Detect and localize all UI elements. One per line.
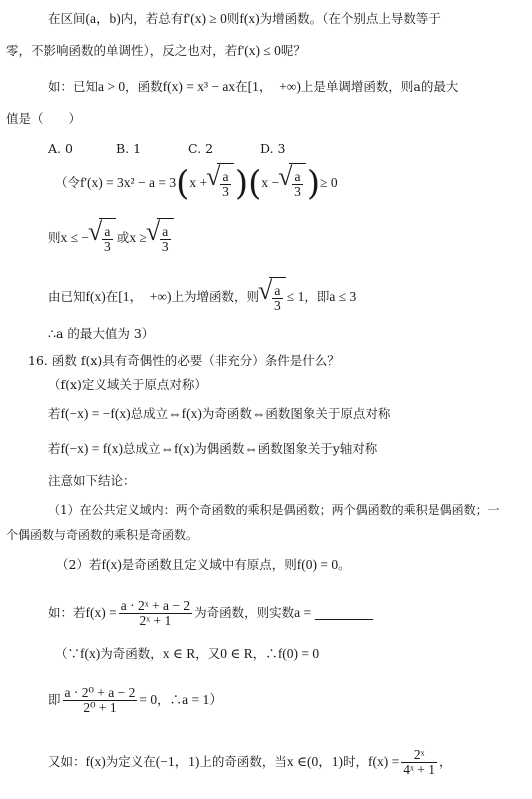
interval-ab: (a，b) <box>85 11 121 26</box>
fraction <box>119 599 192 628</box>
math-interval: [1， +∞) <box>247 79 301 94</box>
math-x-plus: x + <box>189 175 208 190</box>
option-a: A. 0 <box>48 141 73 156</box>
para-derivative-line2 <box>6 42 306 60</box>
iff-icon: ⇔ <box>251 406 266 421</box>
numerator: 2ˣ <box>401 748 437 763</box>
text: 在 <box>235 79 248 94</box>
question-16-title <box>28 352 340 370</box>
text: 又如： <box>48 754 86 769</box>
den: 3 <box>161 239 169 255</box>
math-derivative-eq: f'(x) = 3x² − a = 3 <box>80 175 177 190</box>
math-a-le3: a ≤ 3 <box>329 289 357 304</box>
paren-left: ( <box>248 163 262 204</box>
text: （令 <box>55 175 81 190</box>
text: 为增函数。（在个别点上导数等于 <box>259 11 441 26</box>
iff-icon: ⇔ <box>168 406 182 421</box>
rule-2 <box>56 556 351 574</box>
denominator: 4ˣ + 1 <box>403 762 436 777</box>
math-f0: f(0) = 0 <box>296 557 339 572</box>
text: 则 <box>48 230 61 245</box>
text: 由已知 <box>48 289 86 304</box>
math-fx: f(x) <box>85 754 106 769</box>
math-x-in: x ∈(0，1) <box>286 754 344 769</box>
math-fx: f(x) <box>173 441 195 456</box>
math-even-eq: f(−x) = f(x) <box>60 441 123 456</box>
text: 内，若总有 <box>120 11 184 26</box>
num: √ a <box>160 225 171 240</box>
text: 时， <box>343 754 369 769</box>
num: √ a <box>292 170 303 185</box>
math-a-eq: a = <box>294 605 312 620</box>
math-a-gt0: a > 0 <box>98 79 126 94</box>
text: 函数图象关于y轴对称 <box>257 441 378 456</box>
max-value-line <box>48 325 154 343</box>
sqrt-a-over-3 <box>260 277 286 318</box>
math-x-minus: x − <box>261 175 280 190</box>
math-fx: f(x) <box>80 646 101 661</box>
math-x-in-r: x ∈ R <box>162 646 196 661</box>
math-fx-eq: f(x) = <box>85 605 117 620</box>
text: ，又 <box>195 646 221 661</box>
numerator: a · 2ˣ + a − 2 <box>120 598 191 613</box>
text: 上是单调增函数，则a的最大 <box>300 79 459 94</box>
num: √ a <box>220 170 231 185</box>
option-c: C. 2 <box>188 141 214 156</box>
derivative-factor <box>55 163 338 204</box>
text: 如：若 <box>48 605 86 620</box>
math-fx: f(x) <box>101 557 122 572</box>
para-derivative-line1 <box>48 10 441 28</box>
denominator: 2ˣ + 1 <box>139 613 172 628</box>
sqrt-a-over-3 <box>208 163 234 204</box>
text: （f(x)定义域关于原点对称） <box>48 377 207 392</box>
example3-line <box>48 742 452 782</box>
math-fx-eq: f(x) = <box>368 754 400 769</box>
math-derivative-ge0: f'(x) ≥ 0 <box>183 11 227 26</box>
text: 。 <box>338 557 351 572</box>
solution2-line1 <box>55 645 319 663</box>
text: ，函数 <box>125 79 163 94</box>
den: 3 <box>274 298 281 314</box>
text: 函数图象关于原点对称 <box>265 406 391 421</box>
math-le1: ≤ 1 <box>286 289 305 304</box>
sqrt-a-over-3 <box>280 163 306 204</box>
text: 为奇函数， <box>100 646 163 661</box>
sqrt-a-over-3 <box>90 218 116 259</box>
math-fx: f(x) <box>85 289 106 304</box>
conclusion-line <box>48 277 356 318</box>
rule-1-line1 <box>48 501 500 519</box>
iff-icon: ⇔ <box>244 441 258 456</box>
text: 注意如下结论： <box>48 473 136 488</box>
math-a-eq1: a = 1） <box>182 692 223 707</box>
x-range <box>48 218 175 259</box>
text: 在 <box>105 289 119 304</box>
text: 总成立 <box>122 441 161 456</box>
text: 总成立 <box>130 406 169 421</box>
text: ∴a 的最大值为 3） <box>48 326 155 341</box>
num: √ a <box>272 284 283 299</box>
text: 即 <box>48 692 61 707</box>
text: 若 <box>48 441 61 456</box>
solution2-line2 <box>48 680 223 720</box>
den: 3 <box>222 184 229 200</box>
options-row <box>48 140 285 158</box>
text: ，∴ <box>157 692 183 707</box>
numerator: a · 2⁰ + a − 2 <box>64 685 136 700</box>
text: 值是（ ） <box>6 111 82 126</box>
iff-icon: ⇔ <box>160 441 174 456</box>
math-interval: (−1，1) <box>155 754 200 769</box>
math-zero-in-r: 0 ∈ R <box>220 646 253 661</box>
example1-line1 <box>48 78 458 96</box>
text: 上的奇函数，当 <box>199 754 287 769</box>
text: 在区间 <box>48 11 86 26</box>
math-eq0: = 0 <box>139 692 158 707</box>
text: （2）若 <box>56 557 102 572</box>
text: 16. 函数 f(x)具有奇偶性的必要（非充分）条件是什么？ <box>28 353 340 368</box>
question-16-answer <box>48 376 207 394</box>
den: 3 <box>104 239 111 255</box>
text: 为奇函数，则实数 <box>194 605 295 620</box>
option-b: B. 1 <box>116 141 142 156</box>
text: 为奇函数 <box>201 406 252 421</box>
text: 呢？ <box>280 43 306 58</box>
odd-function-line <box>48 405 390 423</box>
den: 3 <box>294 184 301 200</box>
text: 上为增函数，则 <box>171 289 260 304</box>
paren-right: ) <box>306 163 321 204</box>
text: 为偶函数 <box>194 441 245 456</box>
example2-line <box>48 593 373 633</box>
text: （∵ <box>55 646 81 661</box>
text: 若 <box>48 406 61 421</box>
text: ， <box>439 754 452 769</box>
math-odd-eq: f(−x) = −f(x) <box>60 406 131 421</box>
answer-blank <box>315 607 373 620</box>
paren-right: ) <box>234 163 249 204</box>
math-fx-def: f(x) = x³ − ax <box>162 79 236 94</box>
math-x-ge: x ≥ <box>129 230 147 245</box>
text: 个偶函数与奇函数的乘积是奇函数。 <box>6 528 199 542</box>
sqrt-a-over-3 <box>148 218 174 259</box>
text: 如：已知 <box>48 79 99 94</box>
text: 或 <box>116 230 130 245</box>
option-d: D. 3 <box>260 141 286 156</box>
denominator: 2⁰ + 1 <box>83 700 117 715</box>
math-interval: [1， +∞) <box>118 289 172 304</box>
text: （1）在公共定义域内：两个奇函数的乘积是偶函数；两个偶函数的乘积是偶函数；一 <box>48 503 500 517</box>
rule-1-line2 <box>6 526 198 544</box>
num: √ a <box>102 225 113 240</box>
math-fx: f(x) <box>239 11 260 26</box>
even-function-line <box>48 440 377 458</box>
fraction <box>401 748 437 777</box>
example1-line2 <box>6 110 81 128</box>
fraction <box>63 686 138 715</box>
math-ge0: ≥ 0 <box>320 175 338 190</box>
math-derivative-le0: f'(x) ≤ 0 <box>237 43 281 58</box>
text: ，∴ <box>252 646 278 661</box>
text: 是奇函数且定义域中有原点，则 <box>121 557 297 572</box>
text: 为定义在 <box>105 754 156 769</box>
paren-left: ( <box>176 163 190 204</box>
math-x-le: x ≤ − <box>60 230 90 245</box>
note-heading <box>48 472 136 490</box>
math-f0: f(0) = 0 <box>277 646 320 661</box>
text: 零，不影响函数的单调性），反之也对，若 <box>6 43 238 58</box>
math-fx: f(x) <box>181 406 202 421</box>
text: 则 <box>226 11 240 26</box>
text: ，即 <box>304 289 330 304</box>
